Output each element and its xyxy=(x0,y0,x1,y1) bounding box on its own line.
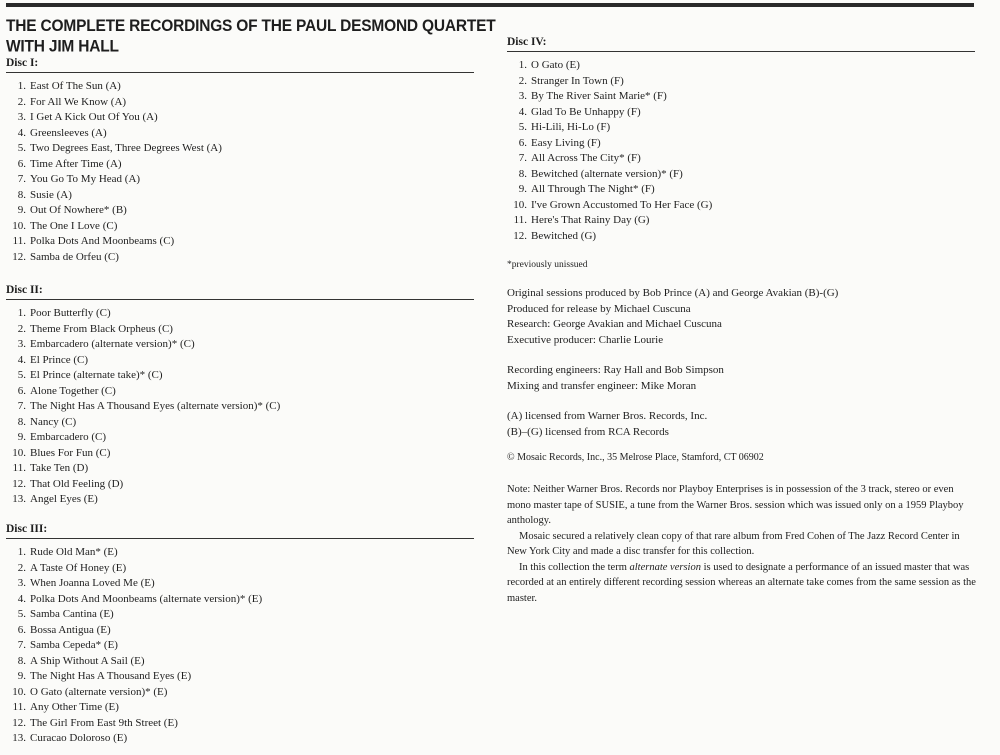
track-title: The Night Has A Thousand Eyes (E) xyxy=(30,670,192,682)
track-number: 12. xyxy=(12,716,26,729)
track-title: Susie (A) xyxy=(30,188,72,201)
track-number: 4. xyxy=(17,126,26,139)
disc-4 xyxy=(507,35,975,244)
track-number: 3. xyxy=(17,577,26,589)
track-number: 8. xyxy=(518,167,527,180)
footnote: *previously unissued xyxy=(507,260,588,270)
track-item xyxy=(6,322,474,338)
track-item xyxy=(6,203,474,219)
track-title: Rude Old Man* (E) xyxy=(30,546,118,558)
track-item xyxy=(6,110,474,126)
track-number: 10. xyxy=(12,219,26,232)
track-title: Any Other Time (E) xyxy=(30,701,119,713)
track-title: Curacao Doloroso (E) xyxy=(30,732,128,744)
track-item xyxy=(6,141,474,157)
note-paragraph-2: Mosaic secured a relatively clean copy of that rare album from Fred Cohen of The Jazz Record Center in New York City and made a disc transfer for this collection. xyxy=(507,530,960,557)
track-title: Glad To Be Unhappy (F) xyxy=(531,105,641,118)
track-item xyxy=(507,105,975,121)
top-rule xyxy=(6,3,974,7)
track-title: Embarcadero (C) xyxy=(30,431,107,443)
track-item xyxy=(6,157,474,173)
track-title: The Night Has A Thousand Eyes (alternate version)* (C) xyxy=(30,400,281,412)
disc-2-tracklist xyxy=(6,306,474,508)
track-number: 1. xyxy=(518,59,527,71)
track-number: 2. xyxy=(518,74,527,87)
track-number: 9. xyxy=(17,204,26,216)
track-number: 4. xyxy=(17,592,26,605)
track-title: Poor Butterfly (C) xyxy=(30,307,111,319)
track-item xyxy=(507,120,975,136)
disc-2 xyxy=(6,283,474,508)
track-title: Theme From Black Orpheus (C) xyxy=(30,322,173,335)
track-number: 13. xyxy=(12,732,26,744)
track-item xyxy=(6,592,474,608)
track-item xyxy=(507,89,975,105)
credits xyxy=(507,286,977,466)
track-number: 11. xyxy=(12,701,26,713)
track-title: I Get A Kick Out Of You (A) xyxy=(30,111,158,123)
track-title: O Gato (alternate version)* (E) xyxy=(30,685,168,698)
track-number: 1. xyxy=(17,80,26,92)
track-title: Two Degrees East, Three Degrees West (A) xyxy=(30,142,222,154)
track-item xyxy=(507,136,975,152)
track-item xyxy=(6,430,474,446)
track-title: For All We Know (A) xyxy=(30,95,127,108)
track-item xyxy=(507,229,975,245)
credit-line: Produced for release by Michael Cuscuna xyxy=(507,302,691,315)
track-title: That Old Feeling (D) xyxy=(30,477,124,490)
track-number: 11. xyxy=(513,214,527,226)
track-number: 5. xyxy=(518,121,527,133)
track-item xyxy=(6,234,474,250)
track-number: 8. xyxy=(17,188,26,201)
track-number: 13. xyxy=(12,493,26,505)
track-title: Polka Dots And Moonbeams (C) xyxy=(30,235,175,247)
track-title: The Girl From East 9th Street (E) xyxy=(30,716,178,729)
track-item xyxy=(6,492,474,508)
track-item xyxy=(507,213,975,229)
track-title: A Ship Without A Sail (E) xyxy=(30,654,145,667)
note-block xyxy=(507,482,977,606)
track-number: 12. xyxy=(12,250,26,263)
track-item xyxy=(6,716,474,732)
track-number: 12. xyxy=(513,229,527,242)
track-item xyxy=(6,461,474,477)
track-item xyxy=(6,700,474,716)
disc-4-tracklist xyxy=(507,58,975,244)
track-number: 3. xyxy=(17,338,26,350)
track-item xyxy=(6,477,474,493)
title-line-1: THE COMPLETE RECORDINGS OF THE PAUL DESMOND QUARTET xyxy=(6,17,496,36)
track-number: 7. xyxy=(17,400,26,412)
track-item xyxy=(6,337,474,353)
track-number: 5. xyxy=(17,369,26,381)
track-title: The One I Love (C) xyxy=(30,219,118,232)
track-number: 6. xyxy=(17,623,26,636)
track-title: Stranger In Town (F) xyxy=(531,74,624,87)
disc-1 xyxy=(6,56,474,265)
track-item xyxy=(6,172,474,188)
track-item xyxy=(507,182,975,198)
track-item xyxy=(6,368,474,384)
track-title: I've Grown Accustomed To Her Face (G) xyxy=(531,198,713,211)
credit-line: Original sessions produced by Bob Prince (A) and George Avakian (B)-(G) xyxy=(507,287,839,299)
track-number: 7. xyxy=(17,173,26,185)
credit-line: Recording engineers: Ray Hall and Bob Simpson xyxy=(507,364,724,376)
track-number: 10. xyxy=(513,198,527,211)
copyright-line: © Mosaic Records, Inc., 35 Melrose Place, Stamford, CT 06902 xyxy=(507,452,764,463)
disc-3 xyxy=(6,522,474,747)
track-number: 1. xyxy=(17,546,26,558)
track-item xyxy=(6,576,474,592)
track-item xyxy=(507,167,975,183)
track-item xyxy=(6,219,474,235)
track-title: Alone Together (C) xyxy=(30,384,116,397)
track-number: 7. xyxy=(17,639,26,651)
track-title: Take Ten (D) xyxy=(30,462,89,474)
disc-4-heading: Disc IV: xyxy=(507,35,975,52)
track-number: 2. xyxy=(17,95,26,108)
track-number: 3. xyxy=(17,111,26,123)
track-title: Nancy (C) xyxy=(30,415,77,428)
track-title: Hi-Lili, Hi-Lo (F) xyxy=(531,121,611,133)
credit-line: Mixing and transfer engineer: Mike Moran xyxy=(507,379,697,392)
license-line: (B)–(G) licensed from RCA Records xyxy=(507,425,669,438)
track-item xyxy=(507,58,975,74)
track-item xyxy=(507,151,975,167)
track-title: Easy Living (F) xyxy=(531,136,601,149)
track-title: Here's That Rainy Day (G) xyxy=(531,214,650,226)
track-title: East Of The Sun (A) xyxy=(30,80,121,92)
track-title: All Through The Night* (F) xyxy=(531,183,655,195)
track-title: El Prince (C) xyxy=(30,353,89,366)
credit-line: Executive producer: Charlie Lourie xyxy=(507,333,664,346)
track-number: 4. xyxy=(17,353,26,366)
track-item xyxy=(6,126,474,142)
track-title: When Joanna Loved Me (E) xyxy=(30,577,155,589)
track-number: 3. xyxy=(518,90,527,102)
track-number: 12. xyxy=(12,477,26,490)
track-title: Angel Eyes (E) xyxy=(30,493,98,505)
track-title: Bewitched (G) xyxy=(531,229,597,242)
track-item xyxy=(6,561,474,577)
track-number: 1. xyxy=(17,307,26,319)
track-title: Greensleeves (A) xyxy=(30,126,107,139)
track-item xyxy=(6,79,474,95)
track-title: Embarcadero (alternate version)* (C) xyxy=(30,338,195,350)
track-title: Samba de Orfeu (C) xyxy=(30,250,119,263)
disc-3-tracklist xyxy=(6,545,474,747)
track-item xyxy=(6,545,474,561)
track-item xyxy=(6,623,474,639)
track-item xyxy=(6,415,474,431)
track-number: 6. xyxy=(17,157,26,170)
track-title: El Prince (alternate take)* (C) xyxy=(30,369,163,381)
track-number: 4. xyxy=(518,105,527,118)
track-number: 2. xyxy=(17,322,26,335)
credit-line: Research: George Avakian and Michael Cuscuna xyxy=(507,318,722,330)
track-number: 9. xyxy=(17,670,26,682)
track-item xyxy=(6,685,474,701)
track-item xyxy=(507,74,975,90)
track-title: Time After Time (A) xyxy=(30,157,122,170)
track-title: By The River Saint Marie* (F) xyxy=(531,90,667,102)
track-number: 10. xyxy=(12,685,26,698)
disc-2-heading: Disc II: xyxy=(6,283,474,300)
track-number: 5. xyxy=(17,608,26,620)
track-item xyxy=(6,250,474,266)
track-item xyxy=(6,399,474,415)
track-title: O Gato (E) xyxy=(531,59,580,71)
page-title xyxy=(6,16,506,57)
track-title: Out Of Nowhere* (B) xyxy=(30,204,127,216)
track-item xyxy=(6,638,474,654)
track-item xyxy=(6,654,474,670)
track-number: 9. xyxy=(17,431,26,443)
track-number: 10. xyxy=(12,446,26,459)
alternate-version-term: alternate version xyxy=(629,561,701,573)
susie-smallcaps: SUSIE xyxy=(595,499,625,511)
track-number: 2. xyxy=(17,561,26,574)
track-number: 8. xyxy=(17,415,26,428)
disc-3-heading: Disc III: xyxy=(6,522,474,539)
track-title: All Across The City* (F) xyxy=(531,152,641,164)
track-title: Samba Cepeda* (E) xyxy=(30,639,118,651)
track-number: 11. xyxy=(12,235,26,247)
track-number: 7. xyxy=(518,152,527,164)
track-item xyxy=(6,188,474,204)
track-title: You Go To My Head (A) xyxy=(30,173,141,185)
track-number: 9. xyxy=(518,183,527,195)
disc-1-heading: Disc I: xyxy=(6,56,474,73)
track-item xyxy=(507,198,975,214)
track-item xyxy=(6,95,474,111)
track-item xyxy=(6,731,474,747)
note-paragraph-1: Note: Neither Warner Bros. Records nor Playboy Enterprises is in possession of the 3 track, stereo or even mono master tape of SUSIE, a tune from the Warner Bros. session which was issued only on a 1959 Playboy anthology. xyxy=(507,484,964,526)
track-number: 11. xyxy=(12,462,26,474)
track-number: 8. xyxy=(17,654,26,667)
track-item xyxy=(6,306,474,322)
track-item xyxy=(6,446,474,462)
track-title: Bewitched (alternate version)* (F) xyxy=(531,167,683,180)
track-item xyxy=(6,669,474,685)
track-title: Samba Cantina (E) xyxy=(30,608,114,620)
track-title: Polka Dots And Moonbeams (alternate version)* (E) xyxy=(30,592,263,605)
note-paragraph-3: In this collection the term alternate version is used to designate a performance of an issued master that was recorded at an entirely different recording session whereas an alternate take comes from the same session as the master. xyxy=(507,561,976,604)
track-number: 5. xyxy=(17,142,26,154)
track-item xyxy=(6,384,474,400)
track-title: Blues For Fun (C) xyxy=(30,446,111,459)
track-item xyxy=(6,607,474,623)
title-line-2: WITH JIM HALL xyxy=(6,37,119,56)
track-title: Bossa Antigua (E) xyxy=(30,623,111,636)
track-number: 6. xyxy=(17,384,26,397)
track-title: A Taste Of Honey (E) xyxy=(30,561,127,574)
disc-1-tracklist xyxy=(6,79,474,265)
track-number: 6. xyxy=(518,136,527,149)
track-item xyxy=(6,353,474,369)
license-line: (A) licensed from Warner Bros. Records, Inc. xyxy=(507,410,708,422)
